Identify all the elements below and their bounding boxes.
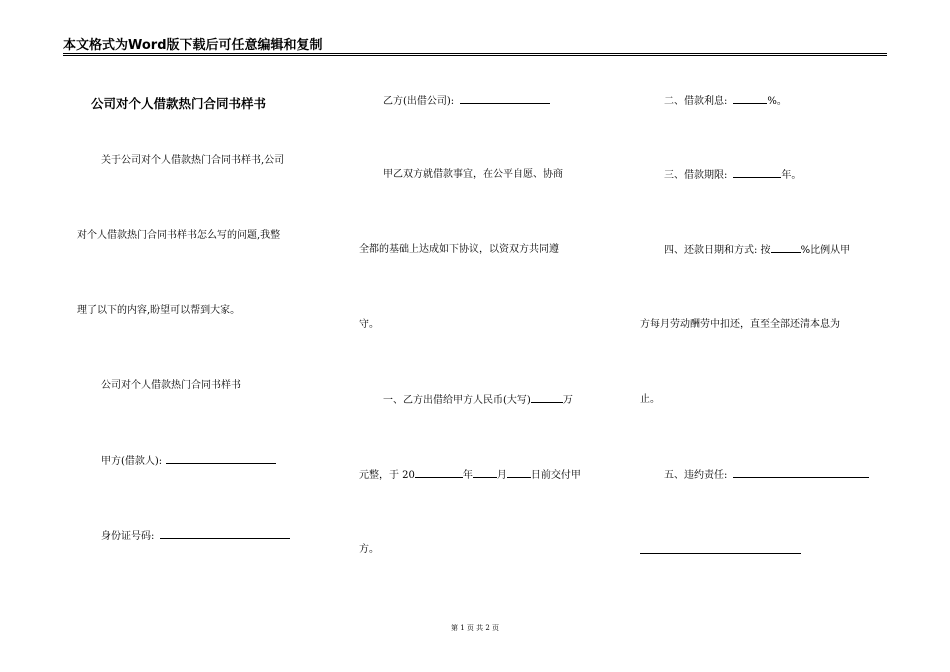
article-4-line-2: 方每月劳动酬劳中扣还，直至全部还清本息为 [640,319,840,330]
interest-blank [733,94,767,104]
article-1-line-1 [383,393,573,407]
liability-label: 五、违约责任: [664,470,728,481]
article-4-line-3: 止。 [640,394,660,405]
interest-unit: %。 [767,96,787,107]
article-2-line [664,94,787,108]
term-blank [733,168,781,178]
article-3-line [664,168,801,182]
term-label: 三、借款期限: [664,170,728,181]
header-rule-secondary [63,55,887,56]
day-label: 日前交付甲 [530,470,581,481]
agreement-line-3: 守。 [359,319,379,330]
repayment-ratio-unit: %比例从甲 [800,245,851,256]
party-a-line [101,454,276,468]
year-blank [415,468,463,478]
liability-blank-continued [640,553,801,554]
year-label: 年 [462,470,473,481]
document-title: 公司对个人借款热门合同书样书 [91,96,267,111]
article-1-line-2 [359,468,581,482]
article-4-line-1 [664,243,850,257]
party-a-blank [166,454,276,464]
month-label: 月 [496,470,507,481]
day-blank [507,468,531,478]
article-5-line [664,468,869,482]
article-1-unit: 万 [562,395,573,406]
article-1-year-prefix: 元整，于 20 [359,470,415,481]
party-b-label: 乙方(出借公司): [383,96,455,107]
party-a-label: 甲方(借款人): [101,456,163,467]
liability-blank [733,468,869,478]
party-b-blank [460,94,550,104]
id-number-line [101,529,290,543]
term-unit: 年。 [781,170,802,181]
party-b-line [383,94,550,108]
id-number-blank [160,529,290,539]
amount-blank [531,393,563,403]
month-blank [473,468,497,478]
repayment-ratio-blank [771,243,801,253]
header-rule [63,53,887,54]
agreement-line-1: 甲乙双方就借款事宜，在公平自愿、协商 [383,169,563,180]
article-1-text: 一、乙方出借给甲方人民币(大写) [383,395,531,406]
id-number-label: 身份证号码: [101,531,155,542]
repayment-label: 四、还款日期和方式: 按 [664,245,771,256]
page-header: 本文格式为Word版下载后可任意编辑和复制 [63,38,323,53]
intro-line-1: 关于公司对个人借款热门合同书样书,公司 [101,155,285,166]
intro-line-2: 对个人借款热门合同书样书怎么写的问题,我整 [77,230,281,241]
agreement-line-2: 全都的基础上达成如下协议，以资双方共同遵 [359,244,559,255]
article-1-line-3: 方。 [359,544,379,555]
intro-line-3: 理了以下的内容,盼望可以帮到大家。 [77,305,241,316]
page-footer: 第 1 页 共 2 页 [450,624,500,632]
interest-label: 二、借款利息: [664,96,728,107]
contract-subtitle: 公司对个人借款热门合同书样书 [101,380,241,391]
